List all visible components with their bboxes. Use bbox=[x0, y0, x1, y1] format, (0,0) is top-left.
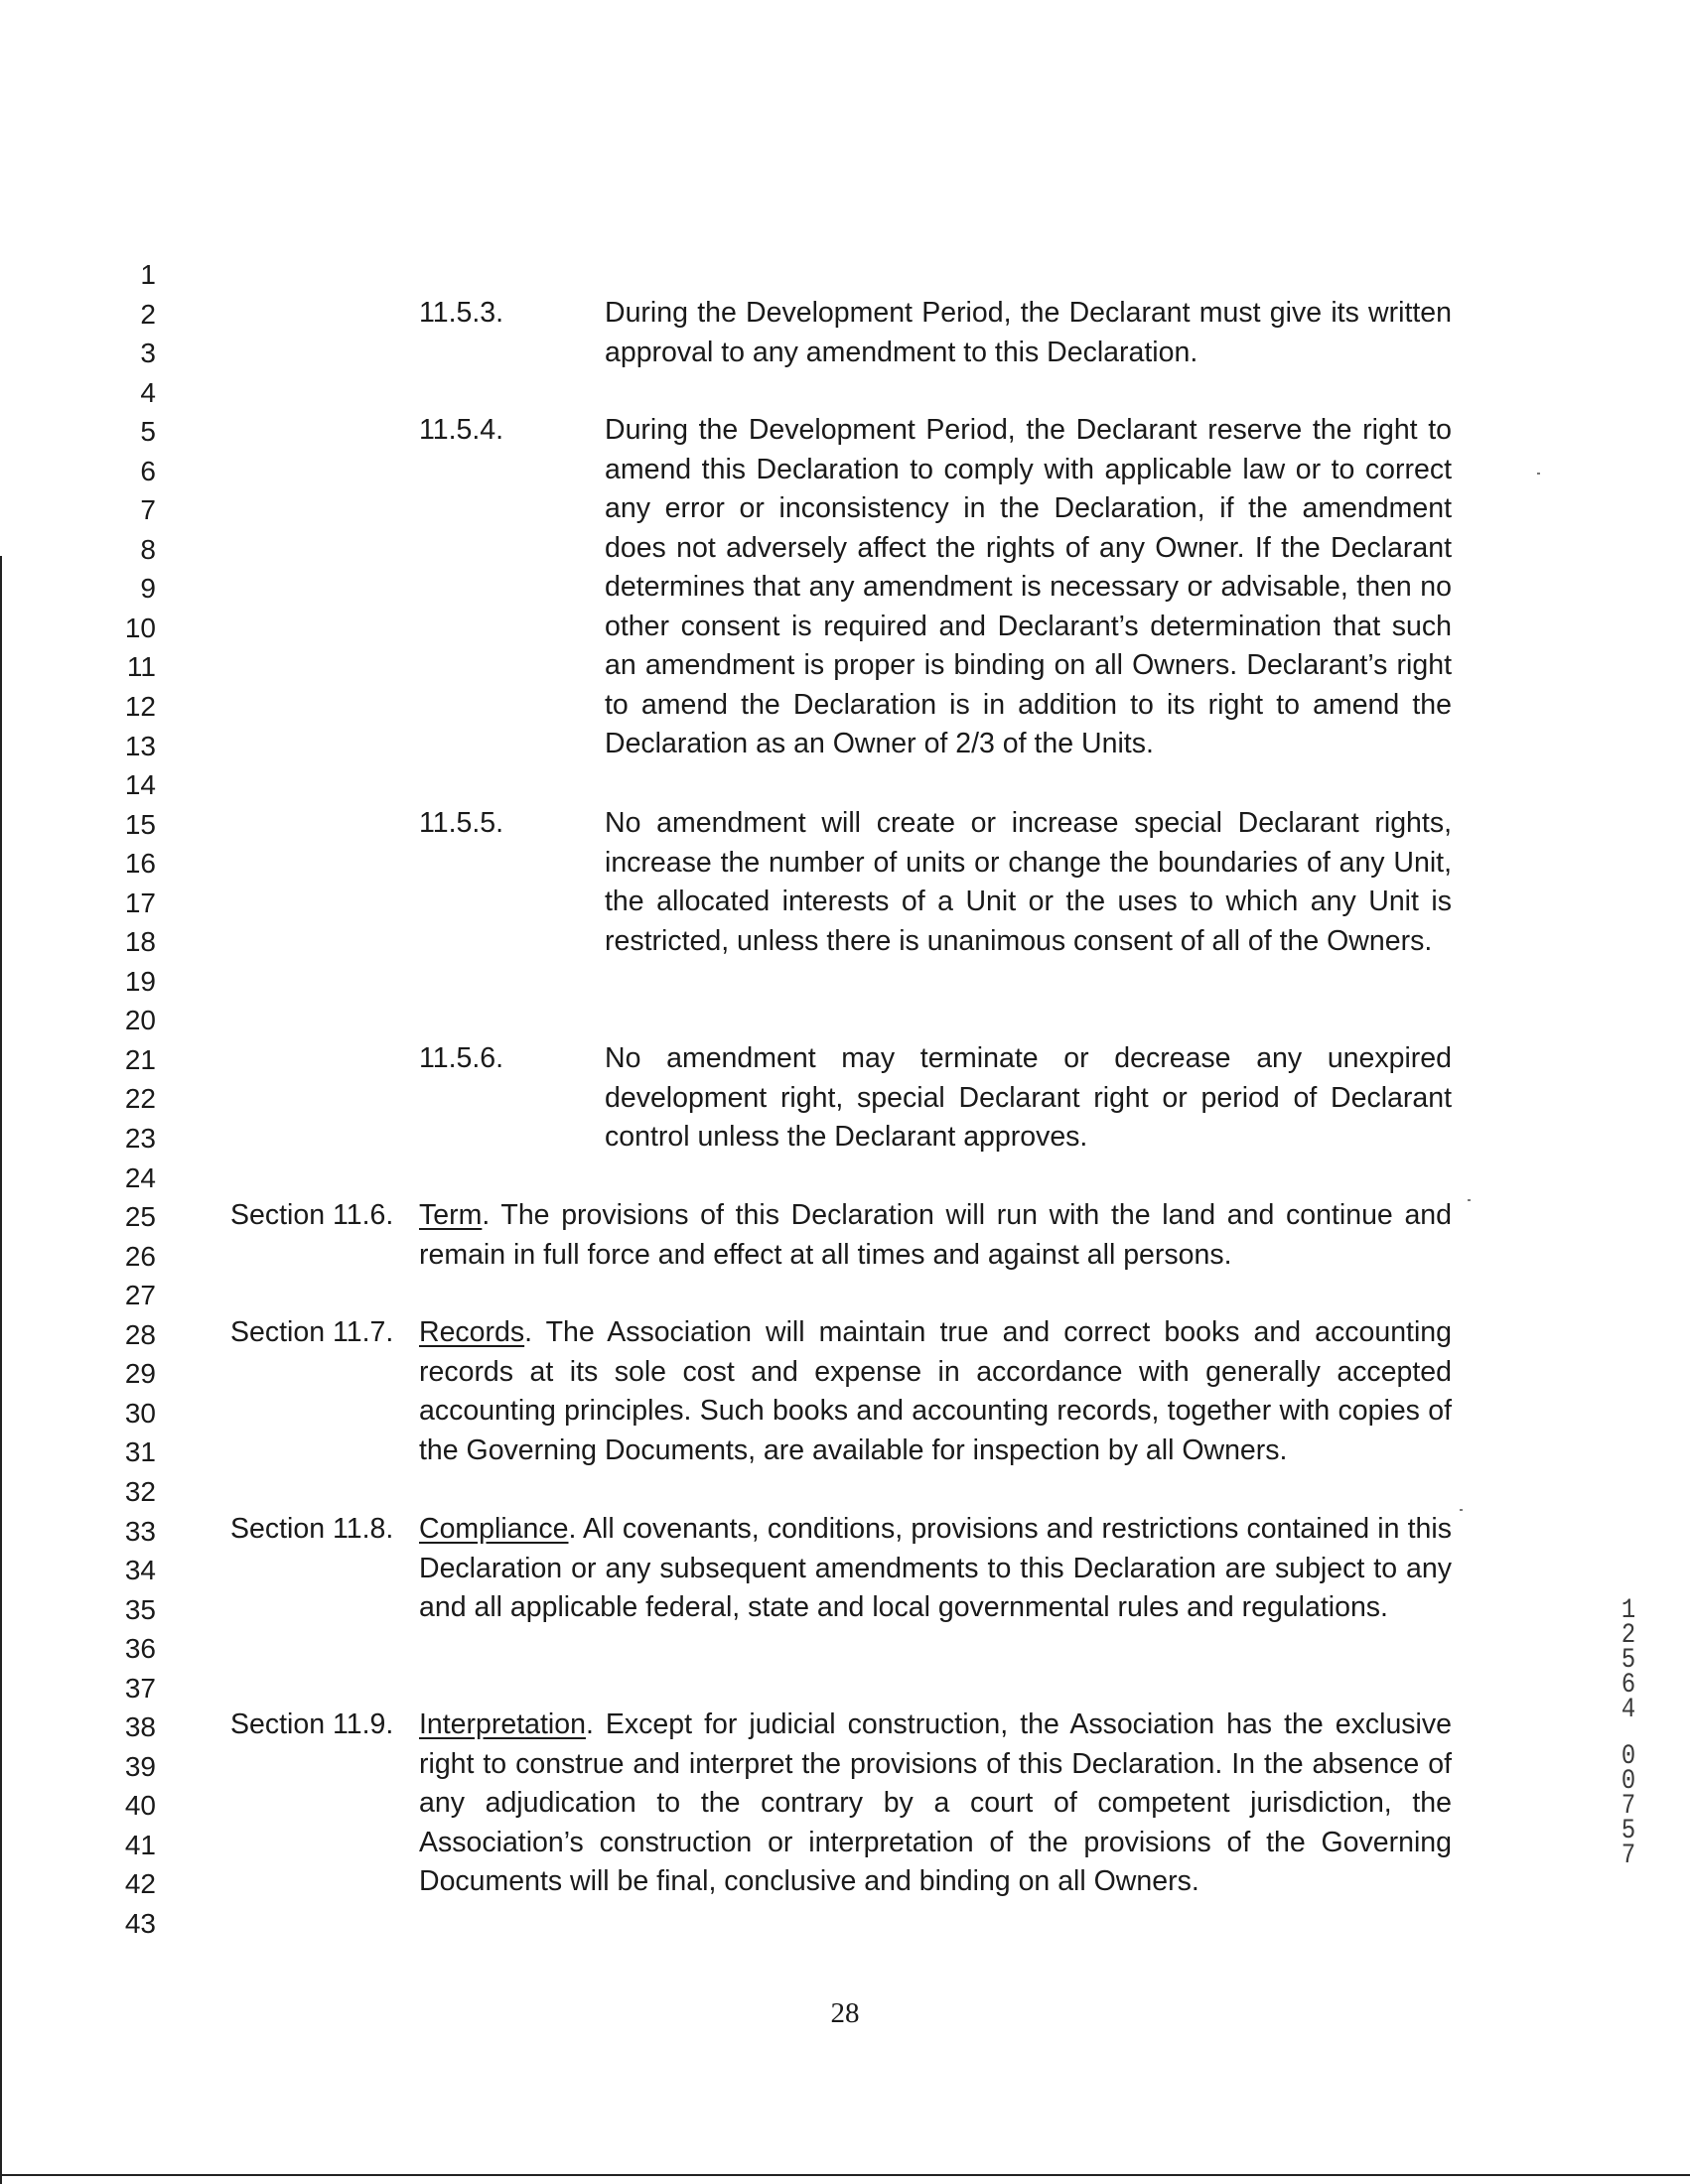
scan-speck bbox=[1460, 1509, 1463, 1511]
line-number: 2 bbox=[140, 298, 156, 330]
section-body: . The provisions of this Declaration will run with the land and continue and remain in full force and effect at all times and against all persons. bbox=[419, 1199, 1452, 1271]
scan-edge-bottom bbox=[0, 2174, 1690, 2176]
line-number: 3 bbox=[140, 338, 156, 369]
line-number: 13 bbox=[124, 730, 156, 761]
line-number: 25 bbox=[124, 1201, 156, 1233]
line-number: 27 bbox=[124, 1280, 156, 1311]
section-heading: Interpretation bbox=[419, 1708, 586, 1740]
line-number: 17 bbox=[124, 887, 156, 918]
line-number: 26 bbox=[124, 1240, 156, 1272]
line-number: 31 bbox=[124, 1436, 156, 1468]
line-number: 5 bbox=[140, 416, 156, 448]
line-number: 37 bbox=[124, 1672, 156, 1704]
subsection-number: 11.5.4. bbox=[419, 414, 504, 446]
line-number: 4 bbox=[140, 376, 156, 408]
section-heading: Compliance bbox=[419, 1513, 569, 1545]
line-number: 18 bbox=[124, 926, 156, 958]
line-number: 40 bbox=[124, 1790, 156, 1822]
stamp-digit: 6 bbox=[1620, 1670, 1636, 1701]
line-number: 42 bbox=[124, 1868, 156, 1900]
line-number: 21 bbox=[124, 1043, 156, 1075]
stamp-digit: 0 bbox=[1620, 1741, 1636, 1772]
subsection-number: 11.5.6. bbox=[419, 1042, 504, 1074]
line-number: 20 bbox=[124, 1005, 156, 1036]
section-text bbox=[419, 1196, 1452, 1275]
section-label: Section 11.8. bbox=[230, 1513, 394, 1545]
line-number: 38 bbox=[124, 1711, 156, 1743]
line-number: 8 bbox=[140, 533, 156, 565]
section-label: Section 11.9. bbox=[230, 1708, 394, 1740]
line-number: 22 bbox=[124, 1083, 156, 1115]
section-body: . The Association will maintain true and correct books and accounting records at its sole cost and expense in accordance with generally accepted accounting principles. Such books and accounting records, together with copies of the Governing Documents, are available for inspection by all Owners. bbox=[419, 1316, 1452, 1466]
section-text bbox=[419, 1706, 1452, 1902]
stamp-digit: 7 bbox=[1620, 1791, 1636, 1822]
line-number: 34 bbox=[124, 1555, 156, 1586]
line-number: 33 bbox=[124, 1515, 156, 1547]
line-number: 43 bbox=[124, 1907, 156, 1939]
section-text bbox=[419, 1313, 1452, 1470]
line-number: 28 bbox=[124, 1318, 156, 1350]
line-number: 41 bbox=[124, 1829, 156, 1860]
line-number: 10 bbox=[124, 612, 156, 643]
section-text bbox=[419, 1510, 1452, 1628]
line-number: 9 bbox=[140, 573, 156, 605]
line-number: 30 bbox=[124, 1397, 156, 1429]
section-heading: Term bbox=[419, 1199, 483, 1231]
stamp-digit: 5 bbox=[1620, 1645, 1636, 1676]
subsection-number: 11.5.3. bbox=[419, 297, 504, 329]
recording-stamp bbox=[1609, 1595, 1648, 1871]
stamp-digit: 2 bbox=[1620, 1620, 1636, 1651]
line-number-column bbox=[0, 255, 156, 1944]
line-number: 14 bbox=[124, 769, 156, 801]
scan-speck bbox=[1468, 1199, 1471, 1201]
line-number: 24 bbox=[124, 1161, 156, 1193]
scan-speck bbox=[1537, 473, 1540, 475]
line-number: 19 bbox=[124, 965, 156, 997]
line-number: 12 bbox=[124, 691, 156, 723]
stamp-digit: 7 bbox=[1620, 1841, 1636, 1871]
line-number: 16 bbox=[124, 848, 156, 880]
line-number: 29 bbox=[124, 1358, 156, 1390]
line-number: 11 bbox=[126, 651, 156, 683]
section-label: Section 11.7. bbox=[230, 1316, 394, 1348]
section-body: . All covenants, conditions, provisions and restrictions contained in this Declaration or any subsequent amendments to this Declaration are subject to any and all applicable federal, state and local governmental rules and regulations. bbox=[419, 1513, 1452, 1624]
line-number: 6 bbox=[140, 455, 156, 486]
subsection-text: During the Development Period, the Declarant must give its written approval to any amendment to this Declaration. bbox=[605, 297, 1452, 368]
stamp-digit: 5 bbox=[1620, 1816, 1636, 1846]
line-number: 39 bbox=[124, 1750, 156, 1782]
subsection-text: No amendment may terminate or decrease any unexpired development right, special Declarant right or period of Declarant control unless the Declarant approves. bbox=[605, 1042, 1452, 1154]
subsection-text: No amendment will create or increase special Declarant rights, increase the number of units or change the boundaries of any Unit, the allocated interests of a Unit or the uses to which any Unit is restricted, unless there is unanimous consent of all of the Owners. bbox=[605, 807, 1452, 957]
subsection-text: During the Development Period, the Declarant reserve the right to amend this Declaration to comply with applicable law or to correct any error or inconsistency in the Declaration, if the amendment does not adversely affect the rights of any Owner. If the Declarant determines that any amendment is necessary or advisable, then no other consent is required and Declarant’s determination that such an amendment is proper is binding on all Owners. Declarant’s right to amend the Declaration is in addition to its right to amend the Declaration as an Owner of 2/3 of the Units. bbox=[605, 414, 1452, 760]
line-number: 36 bbox=[124, 1633, 156, 1665]
subsection-number: 11.5.5. bbox=[419, 807, 504, 839]
line-number: 7 bbox=[140, 494, 156, 526]
section-heading: Records bbox=[419, 1316, 525, 1348]
line-number: 35 bbox=[124, 1593, 156, 1625]
stamp-digit: 1 bbox=[1620, 1595, 1636, 1626]
stamp-digit: 4 bbox=[1620, 1695, 1636, 1725]
section-body: . Except for judicial construction, the Association has the exclusive right to construe and interpret the provisions of this Declaration. In the absence of any adjudication to the contrary by a court of competent jurisdiction, the Association’s construction or interpretation of the provisions of the Governing Documents will be final, conclusive and binding on all Owners. bbox=[419, 1708, 1452, 1898]
section-label: Section 11.6. bbox=[230, 1199, 394, 1231]
stamp-digit: 0 bbox=[1620, 1766, 1636, 1797]
line-number: 1 bbox=[140, 259, 156, 290]
line-number: 15 bbox=[124, 808, 156, 840]
line-number: 23 bbox=[124, 1123, 156, 1155]
page-number: 28 bbox=[830, 1997, 860, 2029]
line-number: 32 bbox=[124, 1475, 156, 1507]
